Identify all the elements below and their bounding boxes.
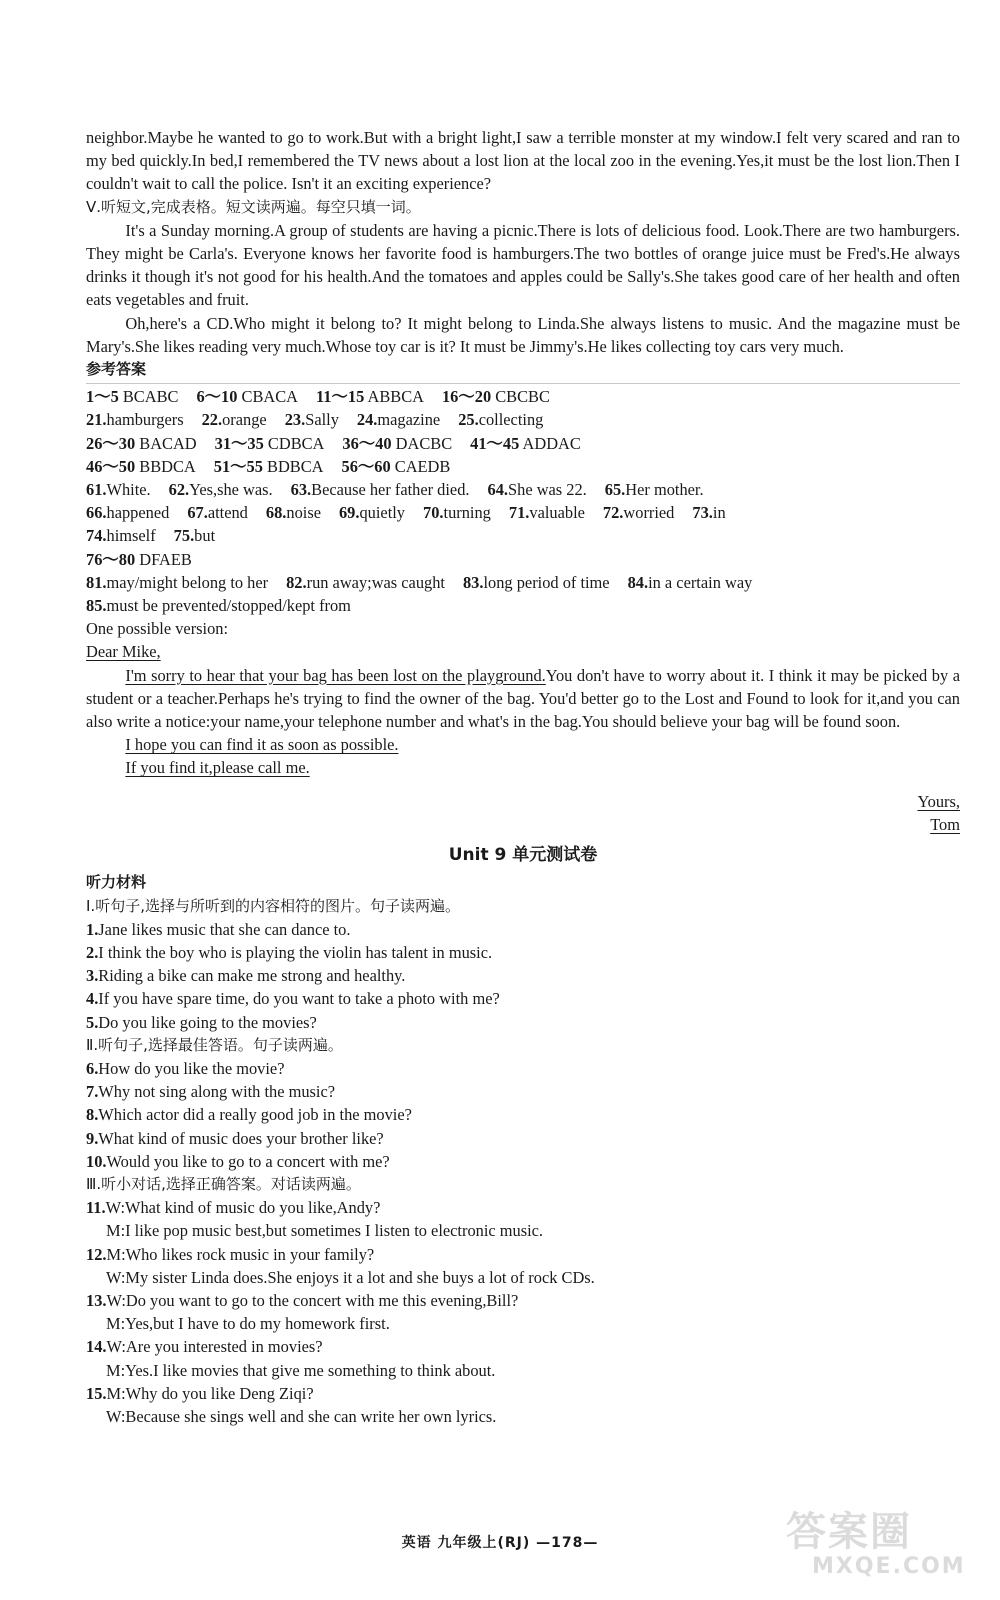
answer-row [86, 432, 960, 455]
answer-number: 24. [356, 410, 378, 430]
answer-row [86, 408, 960, 431]
answer-row [86, 594, 960, 617]
answer-row [86, 524, 960, 547]
answer-number: 85. [86, 596, 107, 616]
sentence-number: 10. [86, 1151, 107, 1171]
dialogue-number: 13. [86, 1290, 107, 1310]
answer-row [86, 571, 960, 594]
listening-sentence [86, 964, 960, 987]
sentence-text: Why not sing along with the music? [98, 1082, 336, 1102]
answer-value: collecting [478, 410, 544, 430]
dialogue-text: W:Are you interested in movies? [106, 1337, 323, 1357]
answer-item [86, 457, 196, 476]
answer-value: Sally [305, 410, 339, 430]
answer-number: 65. [604, 480, 626, 500]
answer-value: orange [222, 410, 267, 430]
listening-sentence [86, 1057, 960, 1080]
dialogue-reply: W:My sister Linda does.She enjoys it a lot and she buys a lot of rock CDs. [106, 1267, 595, 1287]
answer-item [458, 410, 543, 429]
answer-number: 76～80 [86, 549, 136, 569]
answer-number: 82. [286, 572, 307, 592]
answer-number: 16～20 [441, 387, 492, 407]
dialogue-reply: M:Yes.I like movies that give me something to think about. [106, 1360, 496, 1380]
answer-item [357, 410, 440, 429]
answer-item [169, 480, 273, 499]
dialogue-text: W:Do you want to go to the concert with me this evening,Bill? [106, 1290, 519, 1310]
answer-item [86, 503, 169, 522]
page-footer: 英语 九年级上(RJ) —178— [401, 1535, 599, 1551]
answer-item [174, 526, 215, 545]
answer-item [339, 503, 405, 522]
answer-item [463, 573, 610, 592]
answer-number: 66. [86, 503, 107, 523]
answer-number: 31～35 [214, 433, 264, 453]
answer-number: 36～40 [342, 433, 392, 453]
answer-item [603, 503, 674, 522]
answer-number: 51～55 [213, 456, 263, 476]
answer-number: 70. [423, 503, 444, 523]
answer-value: White. [106, 480, 151, 500]
answer-number: 64. [487, 480, 509, 500]
essay-opening-sentence: I'm sorry to hear that your bag has been lost on the playground. [125, 665, 546, 685]
answer-number: 75. [173, 526, 195, 546]
answer-number: 67. [187, 503, 208, 523]
answer-number: 72. [602, 503, 624, 523]
sentence-text: If you have spare time, do you want to take a photo with me? [98, 989, 500, 1009]
dialogue-text: M:Why do you like Deng Ziqi? [106, 1383, 314, 1403]
listening-materials-heading: 听力材料 [86, 873, 147, 892]
answer-value: CBACA [237, 387, 299, 407]
answer-value: but [194, 526, 216, 546]
answer-item [488, 480, 587, 499]
answer-item [628, 573, 753, 592]
answer-row [86, 501, 960, 524]
answer-item [286, 573, 445, 592]
answer-number: 63. [290, 480, 312, 500]
essay-closing-2: If you find it,please call me. [125, 758, 310, 778]
listening-sentence [86, 941, 960, 964]
answer-number: 68. [265, 503, 287, 523]
answer-value: quietly [359, 503, 406, 523]
answer-number: 11～15 [316, 387, 365, 407]
sentence-text: Which actor did a really good job in the movie? [98, 1105, 412, 1125]
answer-number: 73. [692, 503, 713, 523]
watermark-en: MXQE.COM [812, 1554, 966, 1579]
answer-row [86, 548, 960, 571]
answer-item [86, 550, 192, 569]
answer-value: BCABC [118, 387, 179, 407]
answer-value: She was 22. [508, 480, 587, 500]
answer-item [316, 387, 424, 406]
answer-number: 81. [86, 572, 107, 592]
listening-sentence [86, 1127, 960, 1150]
section-1-heading: Ⅰ.听句子,选择与所听到的内容相符的图片。句子读两遍。 [86, 896, 460, 915]
answer-value: Yes,she was. [189, 480, 273, 500]
sentence-text: Jane likes music that she can dance to. [98, 919, 351, 939]
answer-value: in [712, 503, 726, 523]
answer-item [285, 410, 339, 429]
watermark-logo [772, 1500, 972, 1590]
section-2-items [86, 1057, 960, 1173]
sentence-text: I think the boy who is playing the violin has talent in music. [98, 942, 493, 962]
sentence-text: Would you like to go to a concert with me? [106, 1151, 390, 1171]
answer-value: Her mother. [625, 480, 704, 500]
sentence-text: What kind of music does your brother like? [98, 1128, 384, 1148]
answer-number: 74. [86, 526, 107, 546]
dialogue-line [86, 1243, 960, 1266]
answer-item [86, 410, 184, 429]
answer-item [215, 434, 325, 453]
dialogue-number: 14. [86, 1337, 107, 1357]
answer-value: happened [106, 503, 170, 523]
answer-number: 25. [458, 410, 479, 430]
divider [86, 383, 960, 384]
answer-value: must be prevented/stopped/kept from [106, 596, 351, 616]
answer-number: 41～45 [470, 433, 520, 453]
answer-value: turning [443, 503, 491, 523]
dialogue-line [86, 1382, 960, 1405]
answer-value: worried [623, 503, 675, 523]
section-1-items [86, 918, 960, 1034]
answer-item [692, 503, 725, 522]
sentence-number: 8. [86, 1105, 99, 1125]
sentence-number: 2. [86, 942, 99, 962]
answer-value: run away;was caught [306, 572, 445, 592]
answer-value: BDBCA [262, 456, 324, 476]
section-2-heading: Ⅱ.听句子,选择最佳答语。句子读两遍。 [86, 1035, 343, 1054]
dialogue-number: 11. [86, 1198, 106, 1218]
section-5-paragraph-2: Oh,here's a CD.Who might it belong to? It might belong to Linda.She always listens to music. And the magazine must be Mary's.She likes reading very much.Whose toy car is it? It must be Jimmy's.He likes collecting toy cars very much. [86, 313, 960, 356]
answer-value: ABBCA [364, 387, 424, 407]
answer-item [214, 457, 324, 476]
answer-value: attend [207, 503, 248, 523]
answer-number: 83. [462, 572, 484, 592]
answer-item [266, 503, 321, 522]
sentence-number: 1. [86, 919, 99, 939]
essay-signoff: Yours, [917, 791, 960, 811]
answer-number: 61. [86, 480, 107, 500]
dialogue-line [86, 1289, 960, 1312]
dialogue-line [86, 1196, 960, 1219]
answer-row [86, 478, 960, 501]
dialogue-line [86, 1335, 960, 1358]
answer-number: 69. [338, 503, 360, 523]
dialogue-number: 15. [86, 1383, 107, 1403]
listening-sentence [86, 1103, 960, 1126]
answer-value: CBCBC [491, 387, 550, 407]
dialogue-reply: M:Yes,but I have to do my homework first. [106, 1314, 390, 1334]
answer-number: 71. [508, 503, 530, 523]
sentence-number: 7. [86, 1082, 99, 1102]
essay-closing-1: I hope you can find it as soon as possible. [125, 735, 399, 755]
answer-value: ADDAC [519, 433, 581, 453]
dialogue-number: 12. [86, 1244, 107, 1264]
essay-signature: Tom [930, 814, 960, 834]
answer-value: Because her father died. [311, 480, 470, 500]
watermark-cn: 答案圈 [786, 1509, 912, 1555]
answer-value: BACAD [135, 433, 197, 453]
answer-value: may/might belong to her [106, 572, 269, 592]
answer-value: in a certain way [648, 572, 753, 592]
answers-heading: 参考答案 [86, 360, 147, 379]
answer-item [423, 503, 491, 522]
answer-number: 1～5 [86, 387, 119, 407]
sentence-text: Do you like going to the movies? [98, 1012, 317, 1032]
answer-item [86, 596, 351, 615]
dialogue-text: W:What kind of music do you like,Andy? [105, 1198, 381, 1218]
answer-value: magazine [377, 410, 441, 430]
answer-number: 62. [168, 480, 190, 500]
answer-item [470, 434, 581, 453]
sentence-number: 4. [86, 989, 99, 1009]
answer-item [342, 434, 452, 453]
answer-number: 21. [86, 410, 107, 430]
section-3-heading: Ⅲ.听小对话,选择正确答案。对话读两遍。 [86, 1174, 361, 1193]
dialogue-text: M:Who likes rock music in your family? [106, 1244, 375, 1264]
answer-item [86, 434, 197, 453]
listening-sentence [86, 1080, 960, 1103]
answer-value: CAEDB [390, 456, 451, 476]
sentence-number: 5. [86, 1012, 99, 1032]
dialogue-reply: W:Because she sings well and she can write her own lyrics. [106, 1406, 497, 1426]
listening-sentence [86, 1150, 960, 1173]
unit-title: Unit 9 单元测试卷 [448, 845, 598, 866]
answer-value: DACBC [391, 433, 453, 453]
answer-item [202, 410, 267, 429]
dialogue-reply: M:I like pop music best,but sometimes I listen to electronic music. [106, 1221, 544, 1241]
answer-list [86, 385, 960, 617]
answer-value: BBDCA [135, 456, 196, 476]
answer-number: 56～60 [341, 456, 391, 476]
answer-value: himself [106, 526, 156, 546]
answer-value: hamburgers [106, 410, 184, 430]
answer-row [86, 455, 960, 478]
sentence-text: Riding a bike can make me strong and healthy. [98, 966, 406, 986]
page-content [86, 126, 960, 1428]
sentence-number: 3. [86, 966, 99, 986]
answer-number: 23. [284, 410, 306, 430]
answer-item [86, 526, 156, 545]
answer-number: 22. [201, 410, 223, 430]
answer-item [86, 573, 268, 592]
listening-sentence [86, 987, 960, 1010]
essay-intro: One possible version: [86, 619, 229, 639]
answer-value: DFAEB [135, 549, 192, 569]
sentence-number: 6. [86, 1058, 99, 1078]
answer-value: noise [286, 503, 321, 523]
passage-end: neighbor.Maybe he wanted to go to work.But with a bright light,I saw a terrible monster at my window.I felt very scared and ran to my bed quickly.In bed,I remembered the TV news about a lost lion at the local zoo in the evening.Yes,it must be the lost lion.Then I couldn't wait to call the police. Isn't it an exciting experience? [86, 128, 960, 194]
answer-item [291, 480, 470, 499]
answer-number: 46～50 [86, 456, 136, 476]
answer-item [605, 480, 704, 499]
answer-value: CDBCA [263, 433, 325, 453]
answer-item [342, 457, 451, 476]
answer-number: 6～10 [196, 387, 238, 407]
answer-row [86, 385, 960, 408]
answer-item [86, 480, 151, 499]
answer-item [509, 503, 585, 522]
answer-number: 26～30 [86, 433, 136, 453]
sentence-number: 9. [86, 1128, 99, 1148]
listening-sentence [86, 918, 960, 941]
answer-item [86, 387, 178, 406]
section-5-heading: Ⅴ.听短文,完成表格。短文读两遍。每空只填一词。 [86, 197, 421, 216]
answer-value: valuable [529, 503, 585, 523]
section-5-paragraph-1: It's a Sunday morning.A group of students are having a picnic.There is lots of delicious food. Look.There are two hamburgers. They might be Carla's. Everyone knows her favorite food is hamburgers.The two bottles of orange juice must be Fred's.He always drinks it though it's not good for his health.And the tomatoes and apples could be Sally's.She takes good care of her health and often eats vegetables and fruit. [86, 220, 960, 310]
essay-body-paragraph [86, 664, 960, 734]
dialogue-list [86, 1196, 960, 1428]
essay-greeting: Dear Mike, [86, 642, 161, 662]
answer-item [442, 387, 550, 406]
listening-sentence [86, 1011, 960, 1034]
essay-body: You don't have to worry about it. I think it may be picked by a student or a teacher.Perhaps he's trying to find the owner of the bag. You'd better go to the Lost and Found to look for it,and you can also write a notice:your name,your telephone number and what's in the bag.You should believe your bag will be found soon. [86, 665, 960, 732]
answer-item [196, 387, 298, 406]
answer-item [187, 503, 248, 522]
answer-number: 84. [627, 572, 649, 592]
sentence-text: How do you like the movie? [98, 1058, 285, 1078]
answer-value: long period of time [483, 572, 610, 592]
